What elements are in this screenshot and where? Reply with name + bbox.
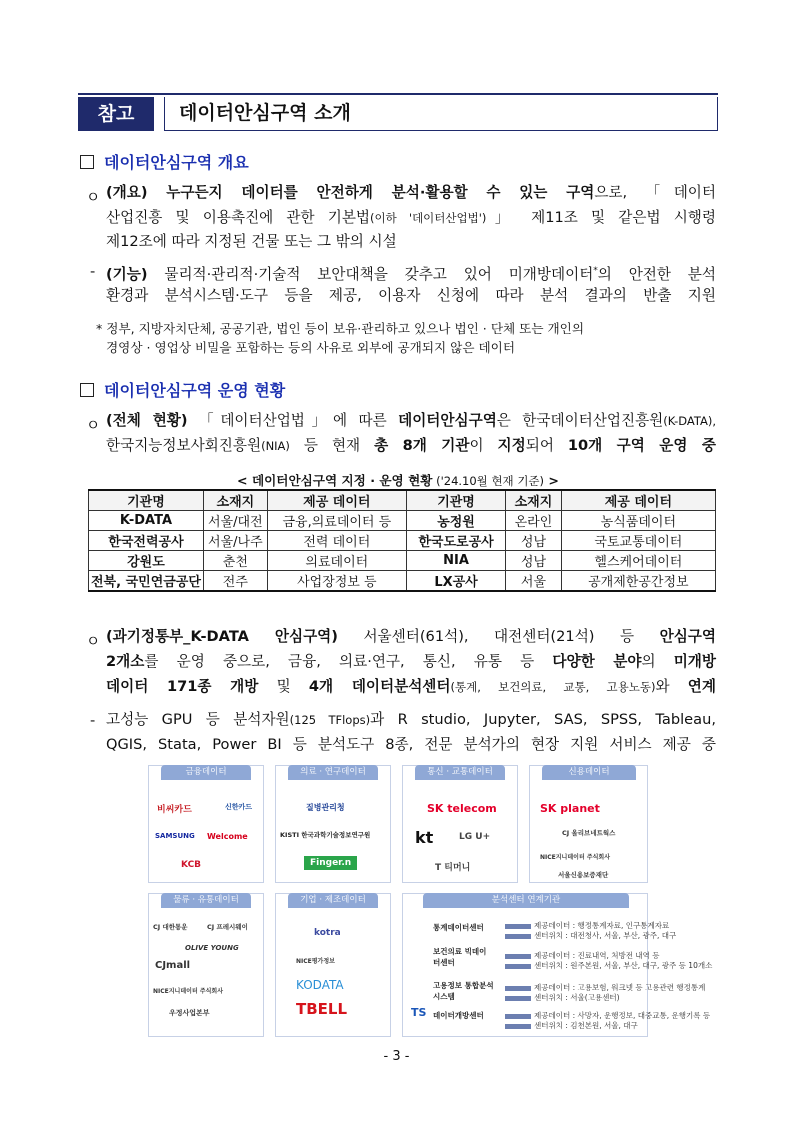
cell: 춘천 bbox=[203, 551, 267, 571]
panel-analysis-centers bbox=[402, 893, 713, 1037]
section1-bullet1-line3: 제12조에 따라 지정된 건물 또는 그 밖의 시설 bbox=[106, 233, 397, 250]
center-detail bbox=[505, 992, 620, 1003]
logo-cj-olive: CJ 올리브네트웍스 bbox=[562, 829, 616, 837]
detail-text: 제공데이터 : 사망자, 운행정보, 대중교통, 운행기록 등 bbox=[534, 1011, 711, 1020]
cell: 서울/나주 bbox=[203, 531, 267, 551]
label-bar bbox=[505, 954, 531, 959]
page-header bbox=[78, 93, 718, 131]
section2-title: 데이터안심구역 운영 현황 bbox=[104, 381, 286, 400]
cell: 농정원 bbox=[406, 511, 505, 531]
detail-text: 센터위치 : 김천본원, 서울, 대구 bbox=[534, 1021, 638, 1030]
panel-title: 통신 · 교통데이터 bbox=[415, 765, 505, 780]
logo-tmoney: T 티머니 bbox=[435, 863, 471, 873]
cell: 공개제한공간정보 bbox=[561, 571, 715, 592]
cell: 전력 데이터 bbox=[267, 531, 406, 551]
logo-data-open-center: 데이터개방센터 bbox=[433, 1011, 484, 1020]
s2b3-a: 고성능 GPU 등 분석자원 bbox=[106, 711, 290, 728]
cell: 서울 bbox=[506, 571, 562, 592]
logo-kodata: KODATA bbox=[296, 978, 344, 992]
b2-lead: (기능) bbox=[106, 265, 148, 283]
caption-date: ('24.10월 현재 기준) bbox=[432, 474, 545, 488]
panel-finance bbox=[148, 765, 264, 883]
s2b2-l3a: 데이터 171종 개방 bbox=[106, 678, 259, 695]
logo-nice-zini-2: NICE지니데이터 주식회사 bbox=[153, 988, 224, 995]
b2-text-b: 의 안전한 분석 bbox=[597, 265, 716, 283]
b1-text: 으로, 「데이터 bbox=[594, 184, 716, 201]
cell: 전북, 국민연금공단 bbox=[89, 571, 204, 592]
table-row bbox=[89, 531, 716, 551]
table-row bbox=[89, 511, 716, 531]
s2b2-l2c: 다양한 분야 bbox=[552, 653, 642, 670]
caption-end: > bbox=[544, 473, 559, 488]
section2-bullet3-line2: QGIS, Stata, Power BI 등 분석도구 8종, 전문 분석가의 현장 지원 서비스 제공 중 bbox=[106, 736, 716, 753]
designation-table bbox=[88, 489, 716, 592]
s2b2-l3b: 및 bbox=[258, 678, 309, 695]
cell: K-DATA bbox=[89, 511, 204, 531]
s2b3-b: (125 TFlops) bbox=[289, 713, 371, 727]
section1-bullet2-line2: 환경과 분석시스템·도구 등을 제공, 이용자 신청에 따라 분석 결과의 반출 지원 bbox=[106, 287, 716, 304]
logo-shinhan: 신한카드 bbox=[225, 803, 253, 811]
section1-footnote-line2: 경영상 · 영업상 비밀을 포함하는 등의 사유로 외부에 공개되지 않은 데이터 bbox=[106, 340, 516, 355]
s2b2-l3d: (통계, 보건의료, 교통, 고용노동) bbox=[450, 680, 656, 694]
logo-cj-logistics: CJ 대한통운 bbox=[153, 923, 188, 931]
detail-text: 센터위치 : 서울(고용센터) bbox=[534, 993, 620, 1002]
cell: 사업장정보 등 bbox=[267, 571, 406, 592]
s2b1-l2h: 10개 구역 운영 중 bbox=[567, 437, 716, 454]
s2b2-l2e: 미개방 bbox=[673, 653, 716, 670]
b1-line2-a: 산업진흥 및 이용촉진에 관한 기본법 bbox=[106, 208, 371, 226]
logo-nice-rating: NICE평가정보 bbox=[296, 958, 335, 965]
header-title: 데이터안심구역 소개 bbox=[164, 97, 718, 131]
logo-welcome: Welcome bbox=[207, 832, 248, 841]
section2-heading bbox=[80, 378, 285, 401]
label-bar bbox=[505, 924, 531, 929]
table-header-row bbox=[89, 490, 716, 511]
cell: 국토교통데이터 bbox=[561, 531, 715, 551]
logo-lgu: LG U+ bbox=[459, 832, 491, 842]
logo-stats-center: 통계데이터센터 bbox=[433, 923, 484, 932]
logo-kt: kt bbox=[415, 828, 434, 847]
logo-tbell: TBELL bbox=[296, 1000, 348, 1018]
panel-enterprise bbox=[275, 893, 391, 1037]
logo-kdca: 질병관리청 bbox=[306, 803, 345, 812]
center-detail bbox=[505, 930, 676, 941]
b1-lead: (개요) 누구든지 데이터를 안전하게 분석·활용할 수 있는 구역 bbox=[106, 184, 595, 201]
caption-text: < 데이터안심구역 지정 · 운영 현황 bbox=[237, 473, 433, 488]
s2b1-l2c: 등 현재 bbox=[289, 437, 375, 454]
table-caption bbox=[80, 470, 716, 489]
s2b2-b: 안심구역 bbox=[659, 628, 716, 645]
logo-sk-telecom: SK telecom bbox=[427, 802, 497, 815]
label-bar bbox=[505, 986, 531, 991]
logo-olive-young: OLIVE YOUNG bbox=[185, 944, 239, 952]
logo-kcb: KCB bbox=[181, 860, 202, 870]
th: 기관명 bbox=[406, 490, 505, 511]
cell: 성남 bbox=[506, 551, 562, 571]
logo-employment-info: 고용정보 통합분석시스템 bbox=[433, 981, 494, 1001]
s2b2-l2b: 를 운영 중으로, 금융, 의료·연구, 통신, 유통 등 bbox=[144, 653, 553, 670]
s2b2-l2d: 의 bbox=[641, 653, 674, 670]
s2b1-c: 은 한국데이터산업진흥원 bbox=[496, 412, 664, 429]
th: 제공 데이터 bbox=[561, 490, 715, 511]
logo-kotra: kotra bbox=[314, 928, 341, 938]
s2b1-lead: (전체 현황) bbox=[106, 412, 188, 429]
section1-heading bbox=[80, 150, 249, 173]
th: 소재지 bbox=[506, 490, 562, 511]
panel-logistics bbox=[148, 893, 264, 1037]
table-row bbox=[89, 571, 716, 592]
logo-fingern: Finger.n bbox=[304, 856, 357, 870]
section1-footnote-line1: * 정부, 지방자치단체, 공공기관, 법인 등이 보유·관리하고 있으나 법인 · 단체 또는 개인의 bbox=[96, 321, 584, 336]
s2b2-lead: (과기정통부_K-DATA 안심구역) bbox=[106, 628, 338, 645]
s2b2-l3e: 와 bbox=[655, 678, 688, 695]
s2b1-l2b: (NIA) bbox=[261, 439, 290, 453]
cell: 금융,의료데이터 등 bbox=[267, 511, 406, 531]
detail-text: 센터위치 : 원주본원, 서울, 부산, 대구, 광주 등 10개소 bbox=[534, 961, 713, 970]
panel-title: 분석센터 연계기관 bbox=[423, 893, 629, 908]
section2-bullet2 bbox=[106, 625, 716, 650]
section2-bullet2-line3 bbox=[106, 675, 716, 700]
logo-nice-zini: NICE지니데이터 주식회사 bbox=[540, 854, 611, 861]
th: 기관명 bbox=[89, 490, 204, 511]
header-badge: 참고 bbox=[78, 97, 154, 131]
logo-cjmall: CJmall bbox=[155, 960, 191, 971]
table-row bbox=[89, 551, 716, 571]
cell: 의료데이터 bbox=[267, 551, 406, 571]
detail-text: 제공데이터 : 행정통계자료, 인구통계자료 bbox=[534, 921, 670, 930]
panel-title: 기업 · 제조데이터 bbox=[288, 893, 378, 908]
detail-text: 센터위치 : 대전청사, 서울, 부산, 광주, 대구 bbox=[534, 931, 677, 940]
s2b2-l2a: 2개소 bbox=[106, 653, 145, 670]
s2b3-c: 과 R studio, Jupyter, SAS, SPSS, Tableau, bbox=[370, 711, 716, 728]
b2-star: * bbox=[593, 266, 598, 276]
logo-sk-planet: SK planet bbox=[540, 802, 600, 815]
s2b1-a: 「데이터산업법」에 따른 bbox=[187, 412, 399, 429]
logo-seoul-credit: 서울신용보증재단 bbox=[558, 871, 609, 879]
cell: 한국전력공사 bbox=[89, 531, 204, 551]
checkbox-square-icon bbox=[80, 155, 94, 169]
s2b1-l2f: 지정 bbox=[497, 437, 526, 454]
panel-title: 물류 · 유통데이터 bbox=[161, 893, 251, 908]
logo-ts: TS bbox=[411, 1006, 427, 1019]
s2b1-d: (K-DATA), bbox=[663, 414, 717, 428]
logo-kisti: KISTI 한국과학기술정보연구원 bbox=[280, 831, 371, 839]
bullet-circle-icon: ㅇ bbox=[86, 417, 101, 434]
detail-text: 제공데이터 : 진료내역, 처방전 내역 등 bbox=[534, 951, 660, 960]
cell: LX공사 bbox=[406, 571, 505, 592]
section2-bullet1-line2 bbox=[106, 434, 716, 459]
cell: 한국도로공사 bbox=[406, 531, 505, 551]
s2b2-l3c: 4개 데이터분석센터 bbox=[308, 678, 451, 695]
logo-bc-card: 비씨카드 bbox=[157, 805, 192, 815]
logo-samsung: SAMSUNG bbox=[155, 832, 195, 840]
label-bar bbox=[505, 1014, 531, 1019]
bullet-circle-icon: ㅇ bbox=[86, 189, 101, 206]
center-detail bbox=[505, 960, 712, 971]
panel-medical bbox=[275, 765, 391, 883]
logo-cj-freshway: CJ 프레시웨이 bbox=[207, 923, 248, 931]
checkbox-square-icon bbox=[80, 383, 94, 397]
logo-health-bigdata: 보건의료 빅데이터센터 bbox=[433, 947, 487, 967]
label-bar bbox=[505, 1024, 531, 1029]
s2b1-l2a: 한국지능정보사회진흥원 bbox=[106, 437, 262, 454]
cell: 강원도 bbox=[89, 551, 204, 571]
section2-bullet3 bbox=[106, 708, 716, 733]
th: 소재지 bbox=[203, 490, 267, 511]
cell: 서울/대전 bbox=[203, 511, 267, 531]
b2-text: 물리적·관리적·기술적 보안대책을 갖추고 있어 미개방데이터 bbox=[147, 265, 594, 283]
b1-line2-c: 」 제11조 및 같은법 시행령 bbox=[486, 208, 716, 226]
panel-title: 신용데이터 bbox=[542, 765, 636, 780]
dash-marker: - bbox=[90, 263, 96, 280]
cell: 온라인 bbox=[506, 511, 562, 531]
bullet-circle-icon: ㅇ bbox=[86, 633, 101, 650]
section2-bullet2-line2 bbox=[106, 650, 716, 675]
s2b1-l2g: 되어 bbox=[525, 437, 568, 454]
panel-title: 금융데이터 bbox=[161, 765, 251, 780]
s2b2-a: 서울센터(61석), 대전센터(21석) 등 bbox=[337, 628, 660, 645]
section1-bullet1 bbox=[106, 181, 716, 206]
center-detail bbox=[505, 1020, 638, 1031]
section1-title: 데이터안심구역 개요 bbox=[104, 153, 249, 172]
detail-text: 제공데이터 : 고용보험, 워크넷 등 고용관련 행정통계 bbox=[534, 983, 706, 992]
panel-title: 의료 · 연구데이터 bbox=[288, 765, 378, 780]
panel-telecom bbox=[402, 765, 518, 883]
cell: 전주 bbox=[203, 571, 267, 592]
page-number: - 3 - bbox=[383, 1049, 410, 1064]
partner-logos-figure bbox=[148, 765, 713, 1037]
s2b1-l2d: 총 8개 기관 bbox=[374, 437, 470, 454]
s2b1-l2e: 이 bbox=[469, 437, 498, 454]
s2b2-l3f: 연계 bbox=[687, 678, 716, 695]
panel-credit bbox=[529, 765, 648, 883]
cell: 성남 bbox=[506, 531, 562, 551]
th: 제공 데이터 bbox=[267, 490, 406, 511]
s2b1-b: 데이터안심구역 bbox=[398, 412, 497, 429]
cell: 헬스케어데이터 bbox=[561, 551, 715, 571]
section1-bullet1-line2 bbox=[106, 206, 716, 231]
cell: NIA bbox=[406, 551, 505, 571]
b1-line2-b: (이하 '데이터산업법') bbox=[370, 210, 487, 225]
dash-marker: - bbox=[90, 712, 96, 729]
label-bar bbox=[505, 996, 531, 1001]
section2-bullet1 bbox=[106, 409, 716, 434]
logo-koreapost: 우정사업본부 bbox=[169, 1009, 210, 1017]
label-bar bbox=[505, 964, 531, 969]
label-bar bbox=[505, 934, 531, 939]
cell: 농식품데이터 bbox=[561, 511, 715, 531]
header-rule bbox=[78, 93, 718, 95]
